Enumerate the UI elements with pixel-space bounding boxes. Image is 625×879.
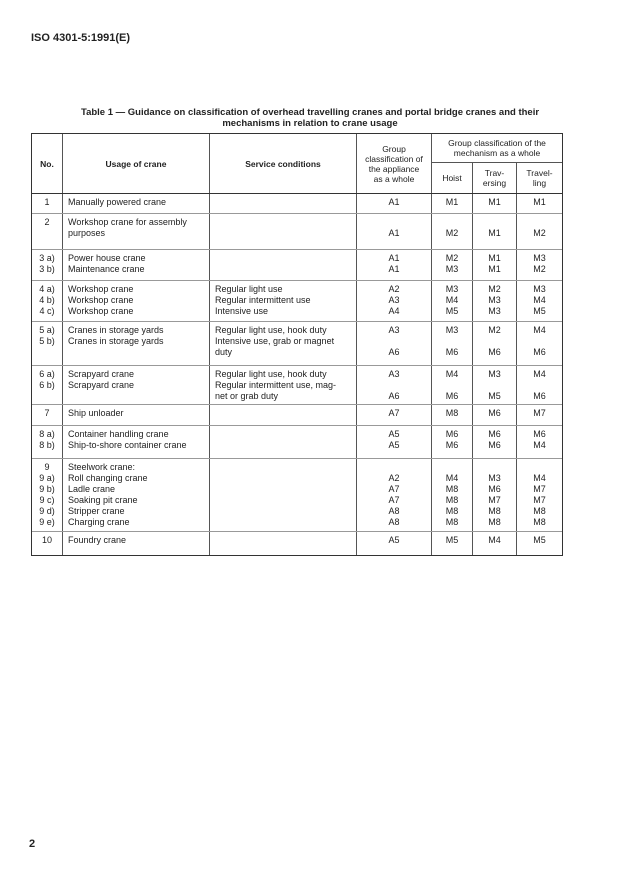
travelling-cell bbox=[517, 405, 562, 425]
cell-line: M8 bbox=[445, 506, 459, 516]
cell-line: A4 bbox=[388, 306, 400, 316]
cell-line: M3 bbox=[488, 306, 501, 316]
travelling-cell bbox=[517, 426, 562, 458]
row-number bbox=[32, 250, 63, 280]
cell-line: A1 bbox=[388, 197, 400, 207]
cell-line: A7 bbox=[388, 495, 400, 505]
table-row-group bbox=[32, 405, 562, 426]
table-row-group bbox=[32, 194, 562, 214]
cell-line: Soaking pit crane bbox=[68, 495, 138, 505]
cell-line bbox=[215, 217, 356, 228]
traversing-cell bbox=[473, 250, 517, 280]
cell-line bbox=[517, 380, 562, 391]
hoist-cell bbox=[432, 214, 473, 249]
cell-line: M7 bbox=[533, 484, 546, 494]
cell-line: Container handling crane bbox=[68, 429, 169, 439]
header-no: No. bbox=[32, 134, 63, 193]
row-number bbox=[32, 194, 63, 213]
cell-line: M8 bbox=[445, 495, 459, 505]
header-usage: Usage of crane bbox=[63, 134, 210, 193]
cell-line bbox=[357, 380, 431, 391]
appliance-group-cell bbox=[357, 194, 432, 213]
cell-line: A8 bbox=[388, 517, 400, 527]
cell-line bbox=[215, 408, 356, 419]
cell-line: M1 bbox=[533, 197, 546, 207]
travelling-cell bbox=[517, 281, 562, 321]
header-hoist: Hoist bbox=[432, 163, 473, 193]
row-number bbox=[32, 405, 63, 425]
row-number bbox=[32, 532, 63, 555]
cell-line: Foundry crane bbox=[68, 535, 127, 545]
cell-line: A3 bbox=[388, 325, 400, 335]
table-row-group bbox=[32, 426, 562, 459]
cell-line: Regular light use bbox=[215, 284, 283, 294]
travelling-cell bbox=[517, 214, 562, 249]
document-header: ISO 4301-5:1991(E) bbox=[31, 32, 131, 44]
row-number bbox=[32, 281, 63, 321]
service-cell bbox=[210, 281, 357, 321]
cell-line: M6 bbox=[488, 440, 501, 450]
cell-line bbox=[215, 495, 356, 506]
cell-line: Scrapyard crane bbox=[68, 380, 135, 390]
cell-line bbox=[517, 217, 562, 228]
cell-line: Cranes in storage yards bbox=[68, 336, 164, 346]
cell-line: Regular intermittent use, mag- bbox=[215, 380, 337, 390]
cell-line: M4 bbox=[533, 473, 546, 483]
cell-line: M2 bbox=[445, 253, 459, 263]
cell-line: Steelwork crane: bbox=[68, 462, 136, 472]
hoist-cell bbox=[432, 405, 473, 425]
cell-line: 9 b) bbox=[39, 484, 55, 494]
cell-line: M5 bbox=[445, 535, 459, 545]
cell-line: net or grab duty bbox=[215, 391, 279, 401]
cell-line bbox=[215, 535, 356, 546]
cell-line bbox=[432, 380, 472, 391]
cell-line bbox=[517, 462, 562, 473]
cell-line: M5 bbox=[533, 306, 546, 316]
usage-cell bbox=[63, 426, 210, 458]
usage-cell bbox=[63, 405, 210, 425]
appliance-group-cell bbox=[357, 426, 432, 458]
cell-line bbox=[68, 391, 209, 402]
traversing-cell bbox=[473, 366, 517, 404]
cell-line: M6 bbox=[488, 347, 501, 357]
cell-line: Workshop crane for assembly bbox=[68, 217, 187, 227]
cell-line: Roll changing crane bbox=[68, 473, 148, 483]
cell-line: Manually powered crane bbox=[68, 197, 167, 207]
cell-line: M3 bbox=[488, 369, 501, 379]
service-cell bbox=[210, 405, 357, 425]
cell-line: 3 a) bbox=[39, 253, 55, 263]
cell-line: M2 bbox=[533, 228, 546, 238]
cell-line bbox=[32, 228, 62, 239]
header-travelling: Travel-ling bbox=[526, 168, 553, 188]
usage-cell bbox=[63, 194, 210, 213]
hoist-cell bbox=[432, 281, 473, 321]
cell-line bbox=[473, 380, 516, 391]
cell-line: Charging crane bbox=[68, 517, 130, 527]
cell-line bbox=[215, 462, 356, 473]
cell-line: A5 bbox=[388, 429, 400, 439]
cell-line bbox=[215, 517, 356, 528]
cell-line: M6 bbox=[488, 484, 501, 494]
cell-line: M8 bbox=[445, 408, 459, 418]
cell-line: A1 bbox=[388, 253, 400, 263]
hoist-cell bbox=[432, 426, 473, 458]
cell-line: Ship-to-shore container crane bbox=[68, 440, 187, 450]
table-row-group bbox=[32, 366, 562, 405]
cell-line bbox=[517, 336, 562, 347]
cell-line: M1 bbox=[488, 264, 501, 274]
cell-line bbox=[215, 253, 356, 264]
cell-line: 9 d) bbox=[39, 506, 55, 516]
cell-line: M6 bbox=[488, 408, 501, 418]
cell-line: 4 b) bbox=[39, 295, 55, 305]
table-body bbox=[32, 194, 562, 555]
table-row-group bbox=[32, 281, 562, 322]
cell-line: M3 bbox=[445, 284, 459, 294]
row-number bbox=[32, 322, 63, 365]
hoist-cell bbox=[432, 194, 473, 213]
caption-line: mechanisms in relation to crane usage bbox=[222, 118, 398, 129]
row-number bbox=[32, 366, 63, 404]
usage-cell bbox=[63, 322, 210, 365]
header-group-mechanism: Group classification of the mechanism as a whole bbox=[432, 134, 562, 163]
travelling-cell bbox=[517, 459, 562, 531]
table-row-group bbox=[32, 250, 562, 281]
cell-line: 10 bbox=[41, 535, 52, 545]
cell-line: M4 bbox=[533, 295, 546, 305]
table-caption bbox=[40, 107, 580, 129]
cell-line: M1 bbox=[488, 197, 501, 207]
cell-line: 2 bbox=[44, 217, 50, 227]
cell-line: M8 bbox=[533, 506, 546, 516]
cell-line: Intensive use, grab or magnet bbox=[215, 336, 335, 346]
cell-line: M5 bbox=[533, 535, 546, 545]
cell-line: 9 c) bbox=[39, 495, 55, 505]
cell-line: M2 bbox=[488, 284, 501, 294]
hoist-cell bbox=[432, 459, 473, 531]
cell-line: Ladle crane bbox=[68, 484, 116, 494]
cell-line: Ship unloader bbox=[68, 408, 124, 418]
service-cell bbox=[210, 322, 357, 365]
cell-line bbox=[215, 506, 356, 517]
cell-line: M6 bbox=[533, 347, 546, 357]
cell-line: M8 bbox=[445, 484, 459, 494]
cell-line: Regular intermittent use bbox=[215, 295, 311, 305]
hoist-cell bbox=[432, 250, 473, 280]
cell-line: Stripper crane bbox=[68, 506, 125, 516]
cell-line bbox=[432, 217, 472, 228]
cell-line: M8 bbox=[488, 517, 501, 527]
cell-line: M3 bbox=[533, 253, 546, 263]
travelling-cell bbox=[517, 366, 562, 404]
cell-line: M6 bbox=[445, 391, 459, 401]
row-number bbox=[32, 214, 63, 249]
cell-line: M6 bbox=[533, 429, 546, 439]
cell-line: 9 e) bbox=[39, 517, 55, 527]
service-cell bbox=[210, 426, 357, 458]
cell-line: A5 bbox=[388, 535, 400, 545]
cell-line bbox=[32, 391, 62, 402]
crane-classification-table bbox=[31, 133, 563, 556]
cell-line: 5 b) bbox=[39, 336, 55, 346]
cell-line: A7 bbox=[388, 408, 400, 418]
cell-line: M5 bbox=[445, 306, 459, 316]
cell-line bbox=[215, 228, 356, 239]
travelling-cell bbox=[517, 322, 562, 365]
cell-line: M7 bbox=[533, 408, 546, 418]
travelling-cell bbox=[517, 250, 562, 280]
cell-line bbox=[215, 484, 356, 495]
cell-line: 6 b) bbox=[39, 380, 55, 390]
cell-line: M3 bbox=[445, 264, 459, 274]
cell-line: purposes bbox=[68, 228, 106, 238]
cell-line bbox=[215, 264, 356, 275]
cell-line: A1 bbox=[388, 228, 400, 238]
travelling-cell bbox=[517, 194, 562, 213]
cell-line: 4 a) bbox=[39, 284, 55, 294]
cell-line: duty bbox=[215, 347, 233, 357]
table-row-group bbox=[32, 214, 562, 250]
cell-line: 1 bbox=[44, 197, 50, 207]
cell-line: A7 bbox=[388, 484, 400, 494]
cell-line: M8 bbox=[488, 506, 501, 516]
travelling-cell bbox=[517, 532, 562, 555]
service-cell bbox=[210, 532, 357, 555]
usage-cell bbox=[63, 459, 210, 531]
hoist-cell bbox=[432, 532, 473, 555]
cell-line: M4 bbox=[445, 473, 459, 483]
appliance-group-cell bbox=[357, 322, 432, 365]
cell-line: Workshop crane bbox=[68, 284, 134, 294]
header-traversing: Trav-ersing bbox=[473, 163, 517, 193]
page-number: 2 bbox=[29, 838, 36, 850]
cell-line: 8 a) bbox=[39, 429, 55, 439]
cell-line: A6 bbox=[388, 391, 400, 401]
cell-line: A2 bbox=[388, 284, 400, 294]
cell-line: Regular light use, hook duty bbox=[215, 325, 327, 335]
hoist-cell bbox=[432, 366, 473, 404]
cell-line: 6 a) bbox=[39, 369, 55, 379]
cell-line: M4 bbox=[445, 369, 459, 379]
cell-line: M6 bbox=[445, 429, 459, 439]
appliance-group-cell bbox=[357, 250, 432, 280]
cell-line: A2 bbox=[388, 473, 400, 483]
cell-line: 8 b) bbox=[39, 440, 55, 450]
appliance-group-cell bbox=[357, 214, 432, 249]
cell-line: M6 bbox=[445, 440, 459, 450]
traversing-cell bbox=[473, 405, 517, 425]
cell-line bbox=[357, 462, 431, 473]
cell-line bbox=[357, 336, 431, 347]
cell-line: M1 bbox=[488, 228, 501, 238]
cell-line: A1 bbox=[388, 264, 400, 274]
cell-line: M5 bbox=[488, 391, 501, 401]
cell-line: M4 bbox=[533, 440, 546, 450]
traversing-cell bbox=[473, 194, 517, 213]
appliance-group-cell bbox=[357, 405, 432, 425]
appliance-group-cell bbox=[357, 366, 432, 404]
cell-line: M6 bbox=[533, 391, 546, 401]
usage-cell bbox=[63, 214, 210, 249]
cell-line: M3 bbox=[445, 325, 459, 335]
usage-cell bbox=[63, 250, 210, 280]
cell-line: A6 bbox=[388, 347, 400, 357]
cell-line: M3 bbox=[533, 284, 546, 294]
header-group-appliance: Group classification of the appliance as a whole bbox=[357, 134, 432, 193]
cell-line bbox=[473, 217, 516, 228]
service-cell bbox=[210, 214, 357, 249]
cell-line: M3 bbox=[488, 473, 501, 483]
cell-line: Maintenance crane bbox=[68, 264, 145, 274]
cell-line bbox=[432, 336, 472, 347]
cell-line: M7 bbox=[488, 495, 501, 505]
cell-line: Cranes in storage yards bbox=[68, 325, 164, 335]
cell-line: Regular light use, hook duty bbox=[215, 369, 327, 379]
service-cell bbox=[210, 366, 357, 404]
cell-line: M2 bbox=[488, 325, 501, 335]
traversing-cell bbox=[473, 459, 517, 531]
cell-line: Power house crane bbox=[68, 253, 146, 263]
cell-line: 7 bbox=[44, 408, 50, 418]
cell-line bbox=[215, 197, 356, 208]
usage-cell bbox=[63, 281, 210, 321]
traversing-cell bbox=[473, 281, 517, 321]
hoist-cell bbox=[432, 322, 473, 365]
table-row-group bbox=[32, 322, 562, 366]
appliance-group-cell bbox=[357, 281, 432, 321]
cell-line bbox=[215, 473, 356, 484]
cell-line: M4 bbox=[445, 295, 459, 305]
cell-line: Intensive use bbox=[215, 306, 269, 316]
service-cell bbox=[210, 250, 357, 280]
cell-line: A3 bbox=[388, 295, 400, 305]
cell-line bbox=[215, 429, 356, 440]
cell-line: 3 b) bbox=[39, 264, 55, 274]
cell-line: M4 bbox=[488, 535, 501, 545]
row-number bbox=[32, 426, 63, 458]
cell-line: A8 bbox=[388, 506, 400, 516]
cell-line: M2 bbox=[533, 264, 546, 274]
cell-line: 4 c) bbox=[39, 306, 55, 316]
cell-line: 5 a) bbox=[39, 325, 55, 335]
cell-line bbox=[215, 440, 356, 451]
service-cell bbox=[210, 459, 357, 531]
cell-line: A3 bbox=[388, 369, 400, 379]
cell-line: M4 bbox=[533, 325, 546, 335]
cell-line: 9 bbox=[44, 462, 50, 472]
cell-line: M8 bbox=[445, 517, 459, 527]
cell-line: M1 bbox=[445, 197, 459, 207]
table-header bbox=[32, 134, 562, 194]
cell-line: Scrapyard crane bbox=[68, 369, 135, 379]
appliance-group-cell bbox=[357, 459, 432, 531]
traversing-cell bbox=[473, 322, 517, 365]
table-row-group bbox=[32, 532, 562, 555]
cell-line: A5 bbox=[388, 440, 400, 450]
cell-line: M8 bbox=[533, 517, 546, 527]
cell-line: M3 bbox=[488, 295, 501, 305]
cell-line: M2 bbox=[445, 228, 459, 238]
traversing-cell bbox=[473, 214, 517, 249]
cell-line bbox=[473, 462, 516, 473]
caption-line: Table 1 — Guidance on classification of overhead travelling cranes and portal bridge cranes and their bbox=[80, 107, 540, 118]
traversing-cell bbox=[473, 426, 517, 458]
cell-line: Workshop crane bbox=[68, 295, 134, 305]
cell-line bbox=[68, 347, 209, 358]
table-row-group bbox=[32, 459, 562, 532]
cell-line: 9 a) bbox=[39, 473, 55, 483]
cell-line bbox=[432, 462, 472, 473]
row-number bbox=[32, 459, 63, 531]
cell-line bbox=[473, 336, 516, 347]
cell-line bbox=[32, 347, 62, 358]
traversing-cell bbox=[473, 532, 517, 555]
cell-line: M4 bbox=[533, 369, 546, 379]
appliance-group-cell bbox=[357, 532, 432, 555]
cell-line: M7 bbox=[533, 495, 546, 505]
cell-line: Workshop crane bbox=[68, 306, 134, 316]
cell-line: M6 bbox=[488, 429, 501, 439]
cell-line: M1 bbox=[488, 253, 501, 263]
usage-cell bbox=[63, 366, 210, 404]
usage-cell bbox=[63, 532, 210, 555]
cell-line bbox=[357, 217, 431, 228]
header-service: Service conditions bbox=[210, 134, 357, 193]
cell-line: M6 bbox=[445, 347, 459, 357]
service-cell bbox=[210, 194, 357, 213]
